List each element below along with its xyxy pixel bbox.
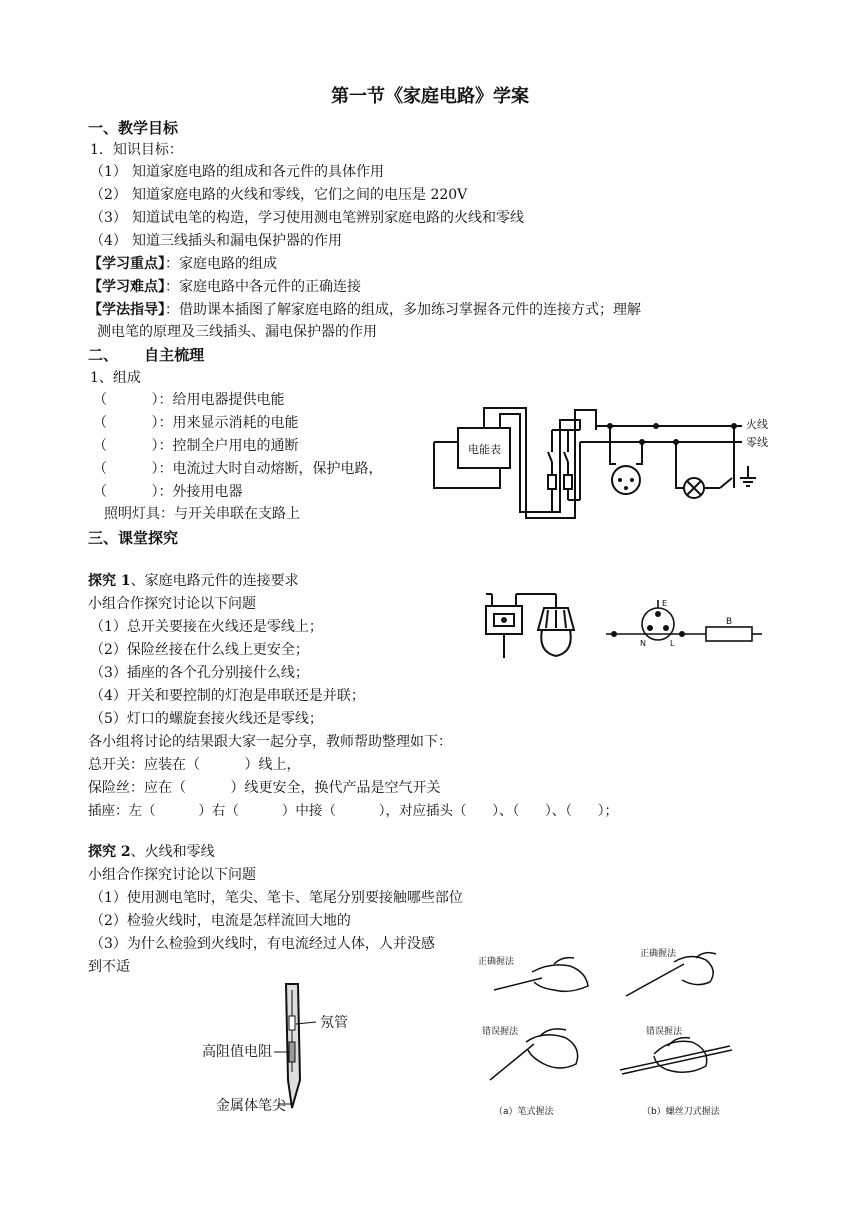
explore2-question-1: （1）使用测电笔时，笔尖、笔卡、笔尾分别要接触哪些部位	[90, 890, 463, 906]
correct-grip-label-a: 正确握法	[478, 957, 515, 967]
explore1-share: 各小组将讨论的结果跟大家一起分享，教师帮助整理如下：	[88, 734, 452, 750]
live-pin-label: L	[670, 639, 675, 648]
explore1-title: 探究 1、家庭电路元件的连接要求	[88, 573, 299, 589]
wrong-grip-label-b: 错误握法	[646, 1027, 683, 1037]
objective-item-2: （2） 知道家庭电路的火线和零线，它们之间的电压是 220V	[90, 187, 468, 203]
answer-main-switch: 总开关：应装在（ ）线上，	[88, 757, 301, 773]
section2-sub: 1、组成	[90, 370, 141, 386]
key-point: 【学习重点】：家庭电路的组成	[88, 256, 277, 272]
objective-item-4: （4） 知道三线插头和漏电保护器的作用	[90, 233, 342, 249]
lamp-note: 照明灯具：与开关串联在支路上	[104, 506, 300, 522]
component-blank-3: （ ）：控制全户用电的通断	[93, 438, 299, 454]
live-wire-label: 火线	[746, 418, 768, 431]
explore1-intro: 小组合作探究讨论以下问题	[88, 596, 256, 612]
switch-lamp-diagram	[482, 586, 592, 666]
explore1-question-3: （3）插座的各个孔分别接什么线；	[90, 665, 309, 681]
meter-label: 电能表	[468, 443, 501, 456]
section2-heading: 二、 自主梳理	[88, 346, 205, 364]
component-blank-2: （ ）：用来显示消耗的电能	[93, 415, 299, 431]
explore1-question-1: （1）总开关要接在火线还是零线上；	[90, 619, 323, 635]
fuse-label: B	[726, 617, 733, 627]
section3-heading: 三、课堂探究	[88, 529, 179, 547]
neutral-wire-label: 零线	[746, 436, 768, 449]
component-blank-5: （ ）：外接用电器	[93, 484, 243, 500]
page-title: 第一节《家庭电路》学案	[331, 86, 529, 107]
explore2-intro: 小组合作探究讨论以下问题	[88, 867, 256, 883]
neutral-pin-label: N	[640, 639, 646, 648]
socket-fuse-diagram	[606, 596, 766, 652]
difficulty-point: 【学习难点】：家庭电路中各元件的正确连接	[88, 279, 361, 295]
section1-heading: 一、教学目标	[88, 119, 179, 137]
explore2-question-3: （3）为什么检验到火线时，有电流经过人体，人并没感	[90, 936, 435, 952]
earth-label: E	[662, 599, 668, 608]
explore2-question-3-cont: 到不适	[88, 959, 130, 975]
component-blank-4: （ ）：电流过大时自动熔断，保护电路，	[93, 461, 383, 477]
caption-screwdriver-grip: （b）螺丝刀式握法	[642, 1107, 720, 1117]
method-guide: 【学法指导】：借助课本插图了解家庭电路的组成，多加练习掌握各元件的连接方式；理解	[88, 302, 641, 318]
objective-item-3: （3） 知道试电笔的构造，学习使用测电笔辨别家庭电路的火线和零线	[90, 210, 524, 226]
pen-tip-label: 金属体笔尖	[216, 1098, 286, 1114]
explore1-question-4: （4）开关和要控制的灯泡是串联还是并联；	[90, 688, 365, 704]
section1-sub: 1．知识目标：	[90, 142, 183, 158]
answer-fuse: 保险丝：应在（ ）线更安全，换代产品是空气开关	[88, 780, 441, 796]
correct-grip-label-b: 正确握法	[640, 949, 677, 959]
neon-tube-label: 氖管	[320, 1015, 348, 1031]
explore2-title: 探究 2、火线和零线	[88, 844, 215, 860]
answer-socket: 插座：左（ ）右（ ）中接（ ），对应插头（ ）、（ ）、（ ）；	[88, 803, 618, 819]
method-guide-cont: 测电笔的原理及三线插头、漏电保护器的作用	[97, 324, 377, 340]
objective-item-1: （1） 知道家庭电路的组成和各元件的具体作用	[90, 164, 384, 180]
explore1-question-2: （2）保险丝接在什么线上更安全；	[90, 642, 309, 658]
component-blank-1: （ ）：给用电器提供电能	[93, 392, 285, 408]
wrong-grip-label-a: 错误握法	[482, 1027, 519, 1037]
explore1-question-5: （5）灯口的螺旋套接火线还是零线；	[90, 711, 323, 727]
pen-grip-diagram	[470, 942, 760, 1122]
resistor-label: 高阻值电阻	[202, 1044, 272, 1060]
caption-pen-grip: （a）笔式握法	[494, 1107, 554, 1117]
household-circuit-diagram	[430, 400, 770, 525]
test-pen-diagram	[196, 980, 376, 1118]
explore2-question-2: （2）检验火线时，电流是怎样流回大地的	[90, 913, 351, 929]
